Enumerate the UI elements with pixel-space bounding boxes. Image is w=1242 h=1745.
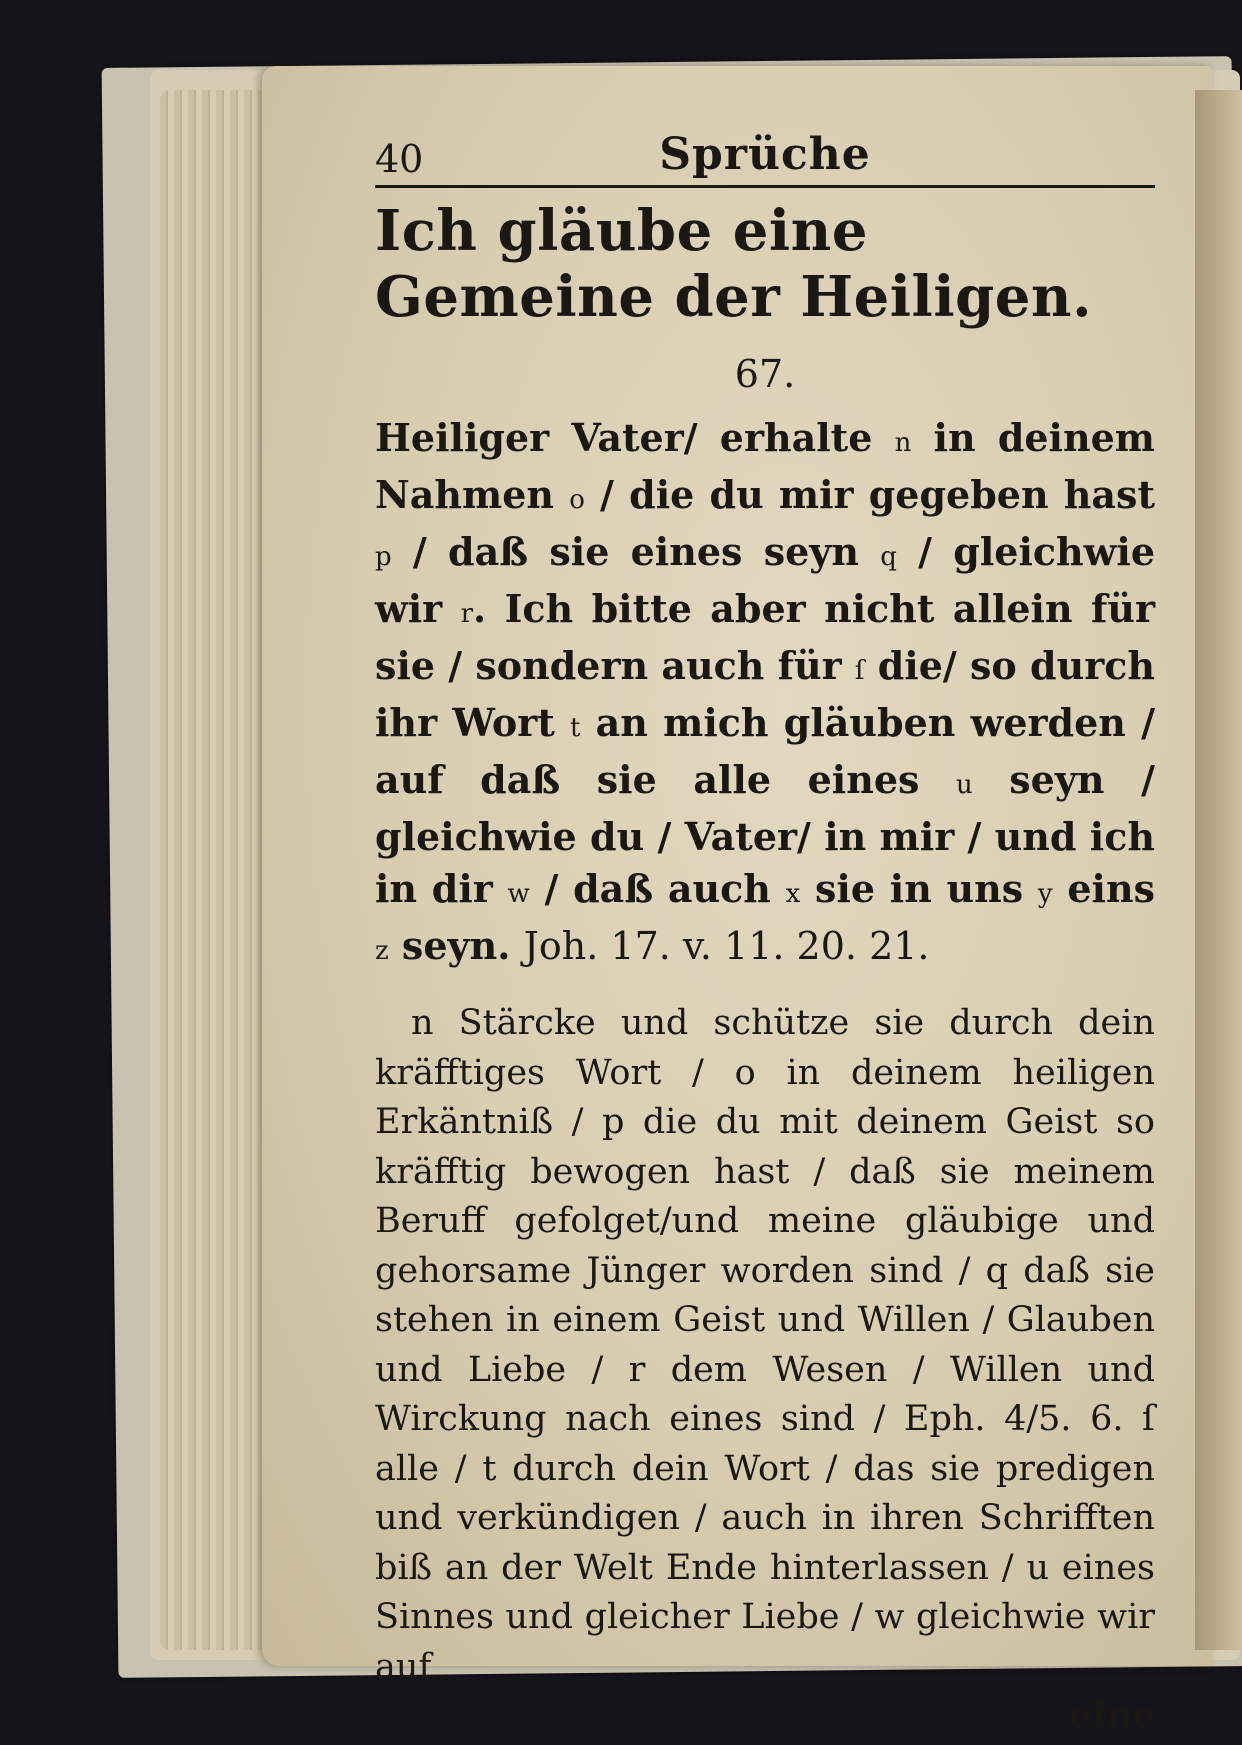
- verse-number: 67.: [734, 352, 796, 396]
- reference-letter: p: [375, 542, 392, 572]
- reference-letter: q: [880, 542, 897, 572]
- verse-segment: / gleichwie wir: [375, 529, 1155, 631]
- reference-letter: u: [955, 770, 973, 800]
- page-header: [375, 115, 1155, 188]
- reference-letter: n: [894, 428, 912, 458]
- page-edges: [160, 90, 270, 1650]
- verse-segment: / daß sie eines seyn: [391, 529, 881, 574]
- reference-letter: z: [375, 936, 389, 966]
- verse-segment: . Ich bitte aber nicht allein für sie / sondern auch für: [375, 586, 1155, 688]
- verse-segment: / daß auch: [529, 866, 786, 911]
- catchword: eine: [1069, 1694, 1155, 1736]
- reference-letter: t: [570, 713, 581, 743]
- annotation-text: n Stärcke und schütze sie durch dein kräfftiges Wort / o in deinem heiligen Erkäntniß / p die du mit deinem Geist so kräfftig bewogen hast / daß sie meinem Beruff gefolget/und meine gläubige und gehorsame Jünger worden sind / q daß sie stehen in einem Geist und Willen / Glauben und Liebe / r dem Wesen / Willen und Wirckung nach eines sind / Eph. 4/5. 6. ſ alle / t durch dein Wort / das sie predigen und verkündigen / auch in ihren Schrifften biß an der Welt Ende hinterlassen / u eines Sinnes und gleicher Liebe / w gleichwie wir auf: [375, 1003, 1155, 1687]
- verse-text: [375, 412, 1155, 977]
- reference-letter: ſ: [854, 656, 865, 686]
- page-content: [375, 115, 1155, 1736]
- page-number: 40: [375, 137, 424, 181]
- facing-page-edge: [1195, 90, 1242, 1650]
- reference-letter: x: [785, 879, 801, 909]
- reference-letter: y: [1037, 879, 1053, 909]
- verse-segment: eins: [1052, 866, 1155, 911]
- reference-letter: r: [460, 599, 474, 629]
- verse-segment: seyn.: [388, 923, 524, 968]
- verse-segment: Heiliger Vater/ erhalte: [375, 415, 895, 460]
- section-heading: Ich gläube eine Gemeine der Heiligen.: [375, 198, 1093, 330]
- verse-segment: die/ so durch ihr Wort: [375, 643, 1155, 745]
- verse-segment: seyn / gleichwie du / Vater/ in mir / und ich in dir: [375, 757, 1156, 911]
- scripture-reference: Joh. 17. v. 11. 20. 21.: [523, 924, 930, 968]
- running-title: Sprüche: [659, 129, 871, 180]
- verse-segment: an mich gläuben werden / auf daß sie alle eines: [375, 700, 1155, 802]
- verse-segment: / die du mir gegeben hast: [584, 472, 1155, 517]
- reference-letter: o: [569, 485, 585, 515]
- reference-letter: w: [507, 879, 530, 909]
- verse-segment: sie in uns: [800, 866, 1038, 911]
- verse-segment: in deinem Nahmen: [375, 415, 1156, 517]
